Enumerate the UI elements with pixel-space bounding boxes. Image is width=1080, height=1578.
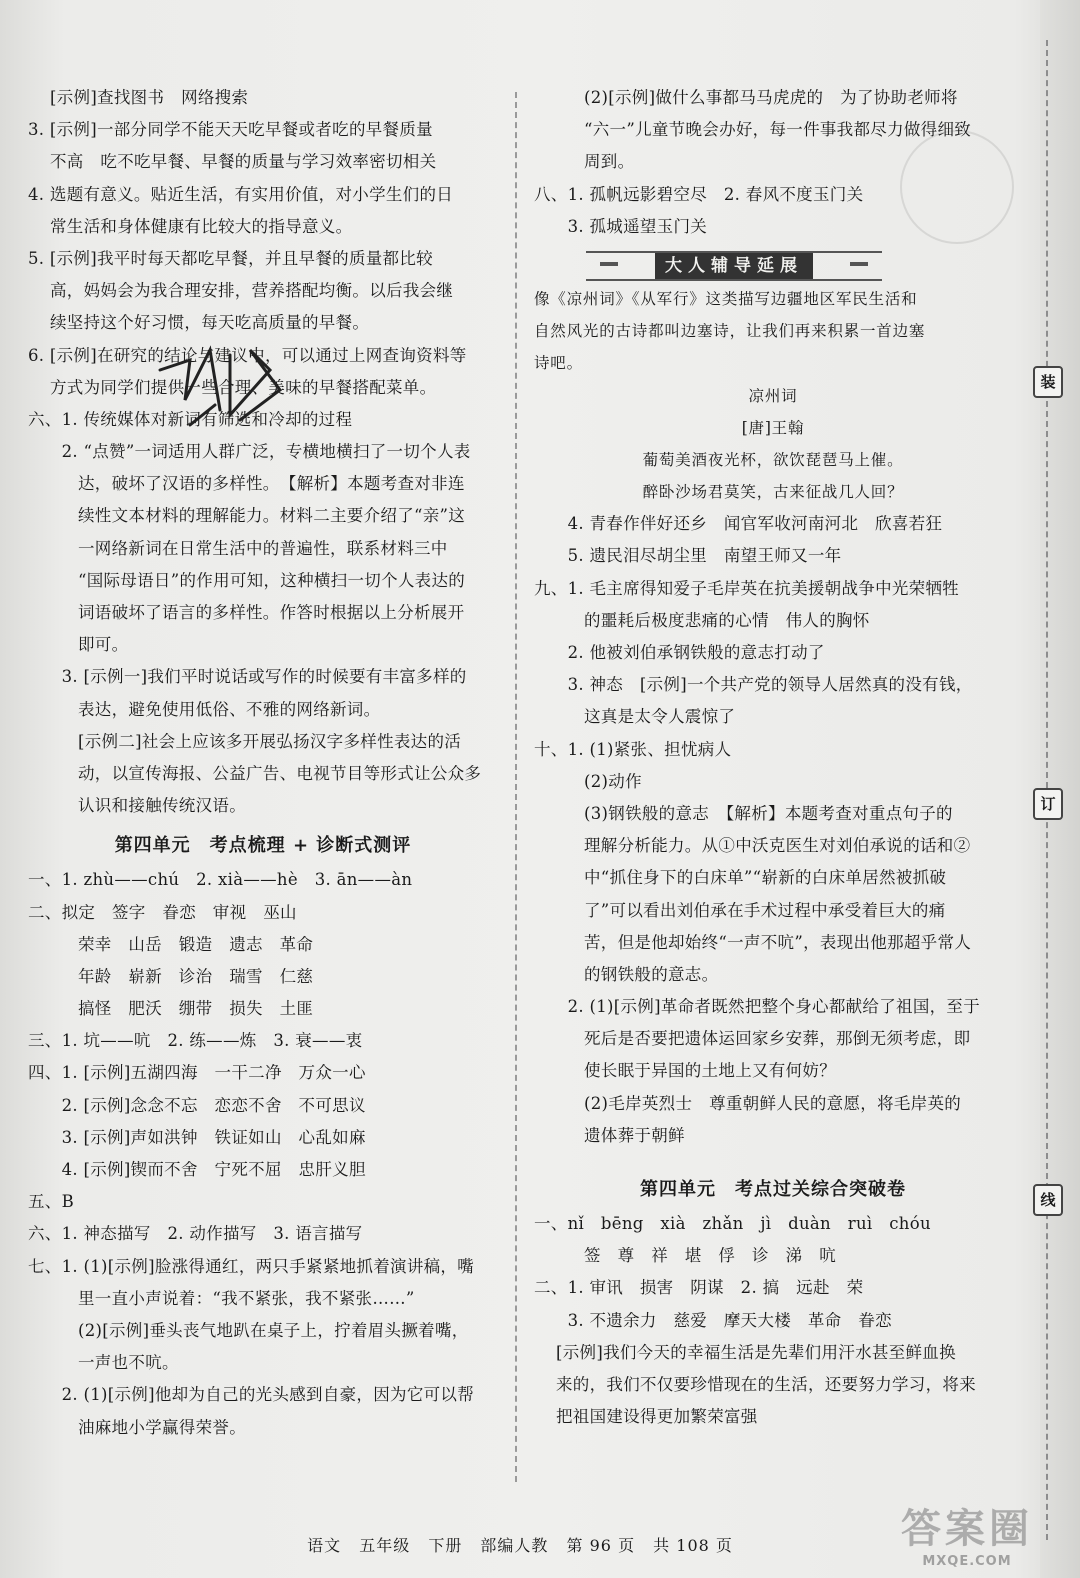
answer-line: 方式为同学们提供一些合理、美味的早餐搭配菜单。: [50, 377, 437, 397]
left-answers-unit4: [28, 864, 498, 1443]
answer-line: 认识和接触传统汉语。: [78, 796, 246, 816]
unit-title-review: 第四单元 考点梳理 + 诊断式测评: [114, 835, 412, 857]
extension-intro: [534, 283, 1012, 380]
answer-line: 死后是否要把遗体运回家乡安葬，那倒无须考虑，即: [584, 1029, 971, 1049]
answer-line: 四、1. [示例]五湖四海 一干二净 万众一心: [28, 1063, 366, 1083]
answer-line: “六一”儿童节晚会办好，每一件事我都尽力做得细致: [584, 120, 972, 140]
answer-line: 表达，避免使用低俗、不雅的网络新词。: [78, 699, 381, 719]
answer-line: 续性文本材料的理解能力。材料二主要介绍了“亲”这: [78, 506, 466, 526]
answer-line: 九、1. 毛主席得知爱子毛岸英在抗美援朝战争中光荣牺牲: [534, 578, 960, 598]
poem-line: 葡萄美酒夜光杯，欲饮琵琶马上催。: [642, 450, 904, 469]
answer-line: 遗体葬于朝鲜: [584, 1125, 685, 1145]
answer-line: 不高 吃不吃早餐、早餐的质量与学习效率密切相关: [50, 152, 437, 172]
extension-section: [534, 283, 1012, 508]
answer-line: 二、1. 审讯 损害 阴谋 2. 搞 远赴 荣: [534, 1278, 864, 1298]
answer-line: 来的，我们不仅要珍惜现在的生活，还要努力学习，将来: [556, 1374, 976, 1394]
answer-line: “国际母语日”的作用可知，这种横扫一切个人表达的: [78, 570, 466, 590]
answer-line: 一、1. zhù——chú 2. xià——hè 3. ān——àn: [28, 870, 413, 890]
answer-line: 一声也不吭。: [78, 1353, 179, 1373]
poem-author: [唐]王翰: [741, 418, 805, 437]
footer-total-pages: 共 108 页: [653, 1536, 733, 1555]
answer-line: 6. [示例]在研究的结论与建议中，可以通过上网查询资料等: [28, 345, 467, 365]
footer-volume: 下册: [428, 1536, 463, 1555]
answer-line: [示例二]社会上应该多开展弘扬汉字多样性表达的活: [78, 731, 462, 751]
left-column: [28, 82, 498, 1444]
answer-line: 的噩耗后极度悲痛的心情 伟人的胸怀: [584, 610, 870, 630]
answer-line: 二、拟定 签字 眷恋 审视 巫山: [28, 902, 297, 922]
answer-line: 4. 选题有意义。贴近生活，有实用价值，对小学生们的日: [28, 184, 454, 204]
answer-line: (2)[示例]做什么事都马马虎虎的 为了协助老师将: [584, 88, 958, 107]
right-column: [534, 82, 1012, 1433]
answer-line: (2)毛岸英烈士 尊重朝鲜人民的意愿，将毛岸英的: [584, 1093, 962, 1113]
footer-grade: 五年级: [359, 1536, 411, 1555]
answer-line: 3. 孤城遥望玉门关: [534, 216, 708, 236]
poem-line: 醉卧沙场君莫笑，古来征战几人回？: [642, 483, 904, 502]
watermark-url: MXQE.COM: [922, 1554, 1012, 1569]
right-answers-bottom: [534, 1208, 1012, 1433]
answer-line: 常生活和身体健康有比较大的指导意义。: [50, 216, 353, 236]
answer-line: 3. [示例]声如洪钟 铁证如山 心乱如麻: [28, 1127, 366, 1147]
answer-line: 续坚持这个好习惯，每天吃高质量的早餐。: [50, 313, 370, 333]
unit-title-test: 第四单元 考点过关综合突破卷: [640, 1179, 906, 1200]
answer-line: 中“抓住身下的白床单”“崭新的白床单居然被抓破: [584, 868, 947, 888]
page-footer: [0, 1533, 1040, 1563]
answer-line: 这真是太令人震惊了: [584, 707, 736, 727]
site-watermark: [892, 1502, 1042, 1574]
answer-line: 一、nǐ bēng xià zhǎn jì duàn ruì chóu: [534, 1214, 931, 1233]
answer-line: 十、1. (1)紧张、担忧病人: [534, 739, 732, 759]
answer-line: 里一直小声说着：“我不紧张，我不紧张……”: [78, 1288, 415, 1308]
extension-banner: [586, 251, 882, 281]
answer-line: 六、1. 传统媒体对新词有筛选和冷却的过程: [28, 409, 353, 429]
extension-banner-title: 大人辅导延展: [655, 253, 813, 279]
answer-line: (2)[示例]垂头丧气地趴在桌子上，拧着眉头撅着嘴，: [78, 1320, 469, 1340]
binding-label-zhuang: 装: [1033, 366, 1063, 398]
banner-deco-left: [600, 262, 618, 266]
answer-line: 达，破坏了汉语的多样性。 【解析】本题考查对非连: [78, 474, 465, 494]
answer-line: 词语破坏了语言的多样性。作答时根据以上分析展开: [78, 603, 465, 622]
answer-line: [示例]我们今天的幸福生活是先辈们用汗水甚至鲜血换: [556, 1342, 956, 1362]
answer-line: 搞怪 肥沃 绷带 损失 土匪: [78, 999, 314, 1019]
answer-line: 把祖国建设得更加繁荣富强: [556, 1407, 758, 1427]
answer-line: (2)动作: [584, 771, 642, 791]
answer-line: 3. [示例一]我们平时说话或写作的时候要有丰富多样的: [28, 667, 467, 687]
answer-line: 三、1. 坑——吭 2. 练——炼 3. 衰——衷: [28, 1031, 363, 1051]
answer-line: 2. (1)[示例]他却为自己的光头感到自豪，因为它可以帮: [28, 1385, 475, 1405]
poem-title: 凉州词: [748, 386, 798, 405]
footer-page-number: 第 96 页: [566, 1536, 636, 1555]
answer-line: 4. 青春作伴好还乡 闻官军收河南河北 欣喜若狂: [534, 514, 943, 534]
answer-line: 2. 他被刘伯承钢铁般的意志打动了: [534, 643, 825, 662]
answer-line: 5. [示例]我平时每天都吃早餐，并且早餐的质量都比较: [28, 248, 433, 268]
left-answers-top: [28, 82, 498, 822]
right-answers-top: [534, 82, 1012, 243]
right-answers-middle: [534, 508, 1012, 1152]
answer-line: 使长眠于异国的土地上又有何妨？: [584, 1061, 836, 1081]
extension-intro-line: 自然风光的古诗都叫边塞诗，让我们再来积累一首边塞: [534, 322, 926, 341]
banner-deco-right: [850, 262, 868, 266]
section-gap: [534, 1152, 1012, 1166]
answer-line: 的钢铁般的意志。: [584, 964, 719, 984]
answer-line: 一网络新词在日常生活中的普遍性，联系材料三中: [78, 538, 448, 558]
answer-line: 五、B: [28, 1192, 75, 1212]
answer-line: 了”可以看出刘伯承在手术过程中承受着巨大的痛: [584, 900, 946, 920]
answer-line: 八、1. 孤帆远影碧空尽 2. 春风不度玉门关: [534, 184, 864, 204]
answer-line: 苦，但是他却始终“一声不吭”，表现出他那超乎常人: [584, 932, 972, 952]
footer-subject: 语文: [307, 1536, 342, 1555]
answer-line: 5. 遗民泪尽胡尘里 南望王师又一年: [534, 546, 842, 566]
answer-line: 油麻地小学赢得荣誉。: [78, 1417, 246, 1437]
answer-line: 动，以宣传海报、公益广告、电视节目等形式让公众多: [78, 763, 482, 783]
answer-line: [示例]查找图书 网络搜索: [50, 88, 249, 107]
extension-intro-line: 诗吧。: [534, 354, 583, 373]
column-divider: [515, 92, 517, 1482]
answer-line: 2. “点赞”一词适用人群广泛，专横地横扫了一切个人表: [28, 442, 471, 462]
answer-line: 3. 神态 [示例]一个共产党的领导人居然真的没有钱，: [534, 675, 973, 695]
answer-line: 六、1. 神态描写 2. 动作描写 3. 语言描写: [28, 1224, 363, 1244]
answer-line: 签 尊 祥 堪 俘 诊 涕 吭: [584, 1246, 836, 1266]
binding-label-xian: 线: [1033, 1184, 1063, 1216]
extension-banner-row: [534, 243, 1012, 283]
answer-line: 3. 不遗余力 慈爱 摩天大楼 革命 眷恋: [534, 1310, 892, 1330]
answer-line: 七、1. (1)[示例]脸涨得通红，两只手紧紧地抓着演讲稿，嘴: [28, 1256, 475, 1276]
answer-line: 4. [示例]锲而不舍 宁死不屈 忠肝义胆: [28, 1160, 366, 1179]
footer-edition: 部编人教: [480, 1536, 549, 1555]
answer-line: 2. [示例]念念不忘 恋恋不舍 不可思议: [28, 1095, 366, 1115]
answer-line: 理解分析能力。从①中沃克医生对刘伯承说的话和②: [584, 836, 971, 856]
answer-line: 3. [示例]一部分同学不能天天吃早餐或者吃的早餐质量: [28, 120, 433, 140]
answer-line: 2. (1)[示例]革命者既然把整个身心都献给了祖国，至于: [534, 997, 981, 1017]
watermark-logo: 答案圈: [901, 1506, 1033, 1552]
binding-label-ding: 订: [1033, 788, 1063, 820]
answer-line: 年龄 崭新 诊治 瑞雪 仁慈: [78, 966, 314, 986]
answer-line: 周到。: [584, 152, 635, 172]
answer-line: 即可。: [78, 635, 129, 655]
answer-line: 荣幸 山岳 锻造 遗志 革命: [78, 934, 314, 954]
answer-line: (3)钢铁般的意志 【解析】本题考查对重点句子的: [584, 803, 953, 823]
extension-intro-line: 像《凉州词》《从军行》这类描写边疆地区军民生活和: [534, 289, 918, 308]
pen-scribble-mark: [150, 330, 300, 440]
answer-line: 高，妈妈会为我合理安排，营养搭配均衡。以后我会继: [50, 281, 454, 301]
poem-body: [534, 444, 1012, 508]
